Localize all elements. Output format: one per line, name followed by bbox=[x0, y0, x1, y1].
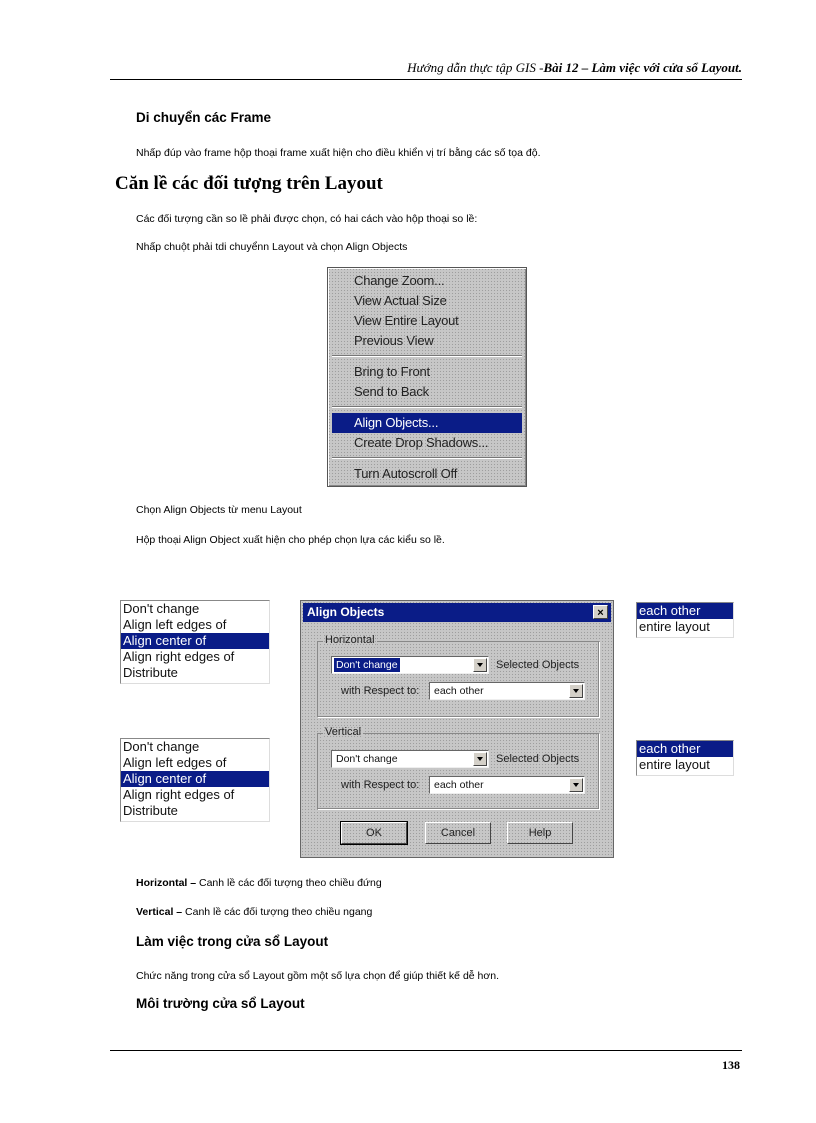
vertical-respect-label: with Respect to: bbox=[341, 779, 420, 791]
vertical-definition bbox=[136, 906, 372, 918]
horizontal-respect-combo[interactable] bbox=[429, 682, 585, 700]
close-icon[interactable]: × bbox=[593, 605, 608, 619]
menu-item-create-drop-shadows[interactable]: Create Drop Shadows... bbox=[354, 435, 489, 450]
menu-item-view-entire-layout[interactable]: View Entire Layout bbox=[354, 313, 459, 328]
work-text: Chức năng trong cửa sổ Layout gồm một số lựa chọn để giúp thiết kế dễ hơn. bbox=[136, 970, 500, 982]
vertical-respect-value: each other bbox=[434, 779, 484, 791]
menu-item-change-zoom[interactable]: Change Zoom... bbox=[354, 273, 445, 288]
menu-separator bbox=[332, 406, 522, 408]
menu-separator bbox=[332, 457, 522, 459]
align-heading: Căn lề các đối tượng trên Layout bbox=[115, 173, 383, 194]
align-text-1: Các đối tượng cần so lề phải được chọn, có hai cách vào hộp thoại so lề: bbox=[136, 213, 478, 225]
menu-item-align-objects[interactable]: Align Objects... bbox=[332, 413, 522, 433]
list-item-distribute[interactable]: Distribute bbox=[123, 803, 178, 818]
page-header bbox=[110, 60, 742, 76]
move-frames-text: Nhấp đúp vào frame hộp thoại frame xuất hiện cho điều khiển vị trí bằng các số tọa độ. bbox=[136, 147, 541, 159]
horizontal-align-combo[interactable] bbox=[331, 656, 489, 674]
horizontal-align-value: Don't change bbox=[336, 659, 398, 671]
chevron-down-icon[interactable] bbox=[473, 658, 487, 672]
horizontal-term: Horizontal – bbox=[136, 877, 197, 889]
menu-separator bbox=[332, 355, 522, 357]
vertical-align-options-list bbox=[120, 738, 270, 822]
list-item-dont-change[interactable]: Don't change bbox=[123, 739, 200, 754]
vertical-respect-options-list bbox=[636, 740, 734, 776]
dialog-title-bar bbox=[303, 603, 611, 622]
align-objects-dialog bbox=[300, 600, 614, 858]
chevron-down-icon[interactable] bbox=[569, 684, 583, 698]
header-title-bold: Bài 12 – Làm việc với cửa sổ Layout. bbox=[543, 60, 742, 75]
horizontal-group-label: Horizontal bbox=[325, 634, 375, 646]
list-item-each-other[interactable]: each other bbox=[637, 741, 733, 757]
vertical-term: Vertical – bbox=[136, 906, 183, 918]
list-item-align-center[interactable]: Align center of bbox=[121, 633, 269, 649]
vertical-respect-combo[interactable] bbox=[429, 776, 585, 794]
horizontal-definition bbox=[136, 877, 382, 889]
horizontal-desc: Canh lề các đối tượng theo chiều đứng bbox=[196, 877, 382, 889]
page-number: 138 bbox=[722, 1058, 740, 1072]
horizontal-align-options-list bbox=[120, 600, 270, 684]
horizontal-respect-options-list bbox=[636, 602, 734, 638]
cancel-button[interactable]: Cancel bbox=[425, 822, 491, 844]
layout-context-menu bbox=[327, 267, 527, 487]
footer-rule bbox=[110, 1050, 742, 1051]
list-item-align-left[interactable]: Align left edges of bbox=[123, 617, 227, 632]
list-item-align-right[interactable]: Align right edges of bbox=[123, 787, 235, 802]
horizontal-respect-value: each other bbox=[434, 685, 484, 697]
caption-menu: Chọn Align Objects từ menu Layout bbox=[136, 504, 302, 516]
help-button[interactable]: Help bbox=[507, 822, 573, 844]
chevron-down-icon[interactable] bbox=[569, 778, 583, 792]
work-heading: Làm việc trong cửa sổ Layout bbox=[136, 934, 329, 949]
list-item-dont-change[interactable]: Don't change bbox=[123, 601, 200, 616]
list-item-align-center[interactable]: Align center of bbox=[121, 771, 269, 787]
align-text-2: Nhấp chuột phải tdi chuyểnn Layout và chọn Align Objects bbox=[136, 241, 408, 253]
menu-item-bring-to-front[interactable]: Bring to Front bbox=[354, 364, 430, 379]
menu-item-previous-view[interactable]: Previous View bbox=[354, 333, 434, 348]
list-item-entire-layout[interactable]: entire layout bbox=[639, 619, 710, 634]
ok-button[interactable]: OK bbox=[341, 822, 407, 844]
vertical-align-value: Don't change bbox=[336, 753, 398, 765]
list-item-each-other[interactable]: each other bbox=[637, 603, 733, 619]
header-title-prefix: Hướng dẫn thực tập GIS - bbox=[407, 60, 544, 75]
menu-item-view-actual-size[interactable]: View Actual Size bbox=[354, 293, 447, 308]
vertical-group-label: Vertical bbox=[325, 726, 362, 738]
menu-item-turn-autoscroll-off[interactable]: Turn Autoscroll Off bbox=[354, 466, 458, 481]
vertical-group bbox=[317, 733, 599, 809]
list-item-align-left[interactable]: Align left edges of bbox=[123, 755, 227, 770]
horizontal-selected-objects-label: Selected Objects bbox=[496, 659, 580, 671]
list-item-entire-layout[interactable]: entire layout bbox=[639, 757, 710, 772]
vertical-align-combo[interactable] bbox=[331, 750, 489, 768]
menu-item-send-to-back[interactable]: Send to Back bbox=[354, 384, 429, 399]
dialog-title: Align Objects bbox=[307, 605, 385, 619]
move-frames-heading: Di chuyển các Frame bbox=[136, 110, 272, 125]
horizontal-respect-label: with Respect to: bbox=[341, 685, 420, 697]
chevron-down-icon[interactable] bbox=[473, 752, 487, 766]
env-heading: Môi trường cửa sổ Layout bbox=[136, 996, 305, 1011]
list-item-distribute[interactable]: Distribute bbox=[123, 665, 178, 680]
header-rule bbox=[110, 79, 742, 80]
vertical-selected-objects-label: Selected Objects bbox=[496, 753, 580, 765]
horizontal-group bbox=[317, 641, 599, 717]
list-item-align-right[interactable]: Align right edges of bbox=[123, 649, 235, 664]
vertical-desc: Canh lề các đối tượng theo chiều ngang bbox=[182, 906, 373, 918]
caption-dialog: Hộp thoại Align Object xuất hiện cho phép chọn lựa các kiểu so lề. bbox=[136, 534, 445, 546]
